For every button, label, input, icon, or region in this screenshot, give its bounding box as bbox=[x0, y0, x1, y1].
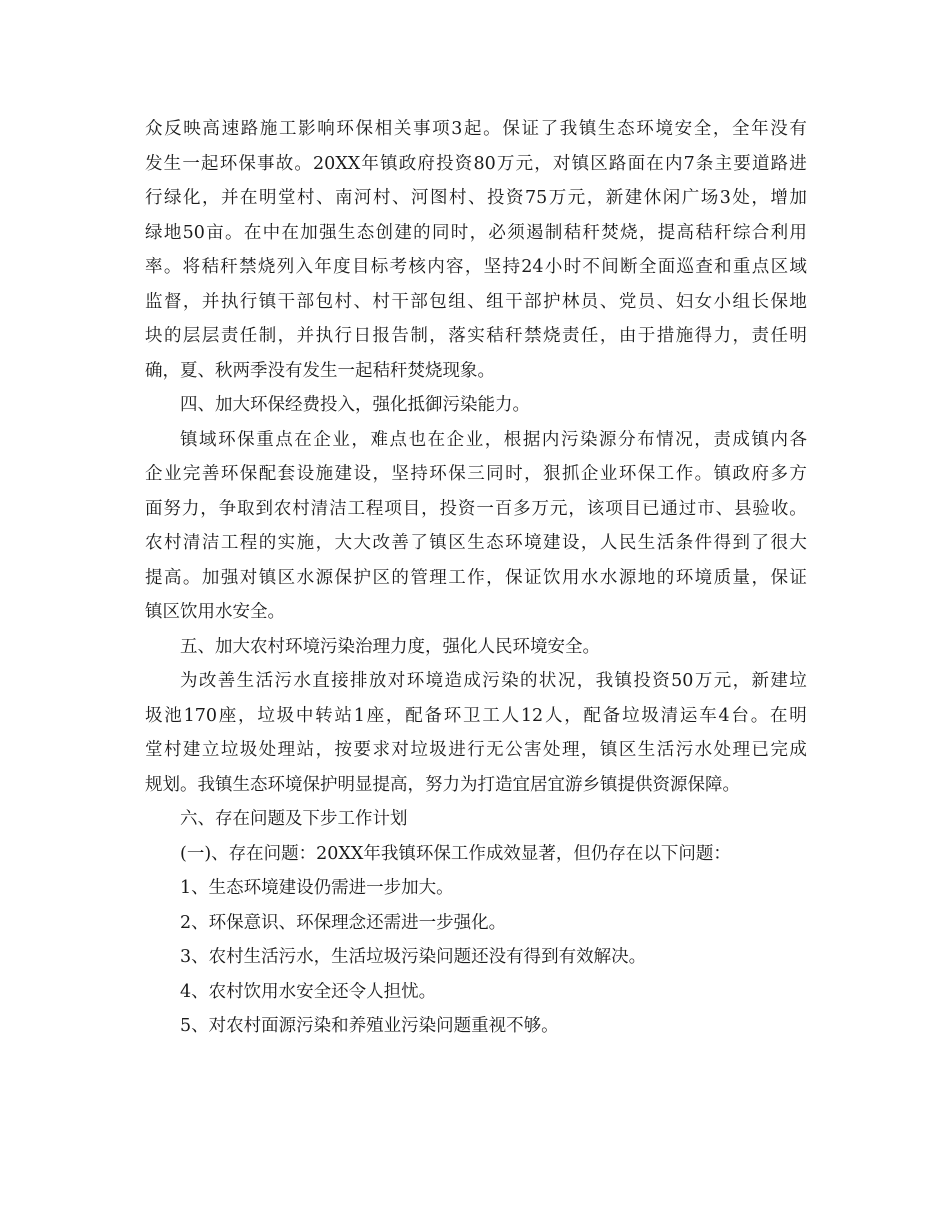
paragraph-problem-3 bbox=[145, 940, 807, 975]
text-line: 为 改 善 生 活 污 水 直 接 排 放 对 环 境 造 成 污 染 的 状 况 ， 我 镇 投 资 50 万 元 ， 新 建 垃 bbox=[180, 671, 807, 691]
text-line: 四、加大环保经费投入，强化抵御污染能力。 bbox=[180, 395, 530, 415]
text-line: 发 生 一 起 环 保 事 故 。 20XX 年 镇 政 府 投 资 80 万 元 ， 对 镇 区 路 面 在 内 7 条 主 要 道 路 进 bbox=[145, 153, 807, 174]
paragraph-problem-2 bbox=[145, 906, 807, 941]
text-line: 众 反 映 高 速 路 施 工 影 响 环 保 相 关 事 项 3 起 。 保 证 了 我 镇 生 态 环 境 安 全 ， 全 年 没 有 bbox=[145, 119, 807, 139]
text-line: 六、存在问题及下步工作计划 bbox=[180, 809, 408, 829]
text-line: (一)、存在问题：20XX年我镇环保工作成效显著，但仍存在以下问题： bbox=[180, 843, 731, 864]
text-line: 企 业 完 善 环 保 配 套 设 施 建 设 ， 坚 持 环 保 三 同 时 ， 狠 抓 企 业 环 保 工 作 。 镇 政 府 多 方 bbox=[145, 464, 807, 484]
text-line: 镇 域 环 保 重 点 在 企 业 ， 难 点 也 在 企 业 ， 根 据 内 污 染 源 分 布 情 况 ， 责 成 镇 内 各 bbox=[180, 429, 807, 450]
text-line: 监 督 ， 并 执 行 镇 干 部 包 村 、 村 干 部 包 组 、 组 干 部 护 林 员 、 党 员 、 妇 女 小 组 长 保 地 bbox=[145, 291, 807, 312]
text-line: 提 高 。 加 强 对 镇 区 水 源 保 护 区 的 管 理 工 作 ， 保 证 饮 用 水 水 源 地 的 环 境 质 量 ， 保 证 bbox=[145, 567, 807, 588]
text-line: 1、生态环境建设仍需进一步加大。 bbox=[180, 878, 454, 898]
text-line: 行 绿 化 ， 并 在 明 堂 村 、 南 河 村 、 河 图 村 、 投 资 75 万 元 ， 新 建 休 闲 广 场 3 处 ， 增 加 bbox=[145, 188, 807, 208]
text-line: 4、农村饮用水安全还令人担忧。 bbox=[180, 981, 437, 1002]
text-line: 五、加大农村环境污染治理力度，强化人民环境安全。 bbox=[180, 636, 600, 657]
paragraph-problems-intro bbox=[145, 837, 807, 872]
paragraph-heading-4 bbox=[145, 388, 807, 423]
paragraph-heading-5 bbox=[145, 630, 807, 665]
text-line: 率 。 将 秸 秆 禁 烧 列 入 年 度 目 标 考 核 内 容 ， 坚 持 24 小 时 不 间 断 全 面 巡 查 和 重 点 区 域 bbox=[145, 257, 807, 277]
text-line: 块 的 层 层 责 任 制 ， 并 执 行 日 报 告 制 ， 落 实 秸 秆 禁 烧 责 任 ， 由 于 措 施 得 力 ， 责 任 明 bbox=[145, 326, 807, 346]
paragraph-p-enterprise bbox=[145, 423, 807, 630]
text-line: 绿 地 50 亩 。 在 中 在 加 强 生 态 创 建 的 同 时 ， 必 须 遏 制 秸 秆 焚 烧 ， 提 高 秸 秆 综 合 利 用 bbox=[145, 222, 807, 243]
text-line: 面 努 力 ， 争 取 到 农 村 清 洁 工 程 项 目 ， 投 资 一 百 多 万 元 ， 该 项 目 已 通 过 市 、 县 验 收 。 bbox=[145, 498, 807, 519]
paragraph-problem-5 bbox=[145, 1009, 807, 1044]
paragraph-p-greening bbox=[145, 112, 807, 388]
text-line: 规划。我镇生态环境保护明显提高，努力为打造宜居宜游乡镇提供资源保障。 bbox=[145, 774, 740, 795]
document-page bbox=[145, 112, 807, 1044]
paragraph-heading-6 bbox=[145, 802, 807, 837]
text-line: 5、对农村面源污染和养殖业污染问题重视不够。 bbox=[180, 1016, 559, 1036]
paragraph-problem-1 bbox=[145, 871, 807, 906]
text-line: 农 村 清 洁 工 程 的 实 施 ， 大 大 改 善 了 镇 区 生 态 环 境 建 设 ， 人 民 生 活 条 件 得 到 了 很 大 bbox=[145, 533, 807, 553]
text-line: 镇区饮用水安全。 bbox=[145, 602, 285, 622]
text-line: 确，夏、秋两季没有发生一起秸秆焚烧现象。 bbox=[145, 360, 495, 381]
paragraph-problem-4 bbox=[145, 975, 807, 1010]
paragraph-p-sewage bbox=[145, 664, 807, 802]
text-line: 2、环保意识、环保理念还需进一步强化。 bbox=[180, 912, 507, 933]
text-line: 3、农村生活污水，生活垃圾污染问题还没有得到有效解决。 bbox=[180, 947, 647, 967]
text-line: 圾 池 170 座 ， 垃 圾 中 转 站 1 座 ， 配 备 环 卫 工 人 12 人 ， 配 备 垃 圾 清 运 车 4 台 。 在 明 bbox=[145, 705, 807, 726]
text-line: 堂 村 建 立 垃 圾 处 理 站 ， 按 要 求 对 垃 圾 进 行 无 公 害 处 理 ， 镇 区 生 活 污 水 处 理 已 完 成 bbox=[145, 740, 807, 760]
